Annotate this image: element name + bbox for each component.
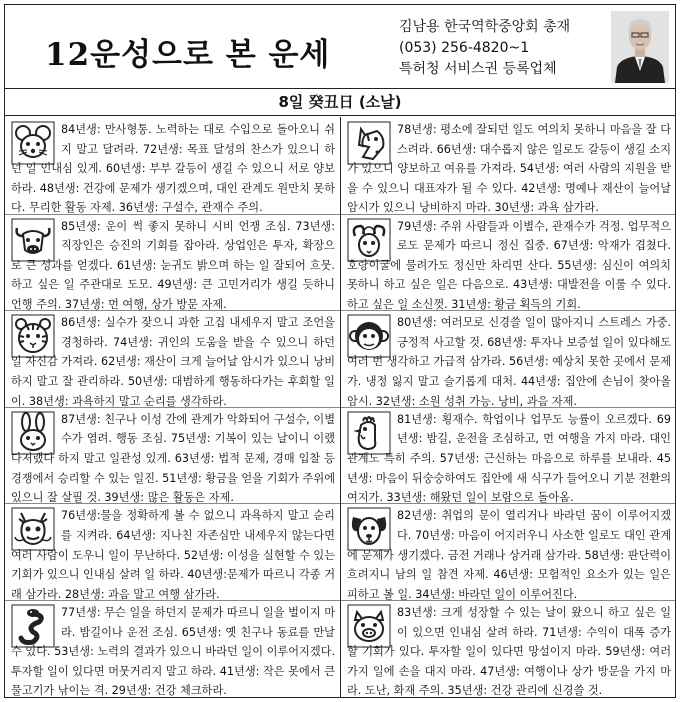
- header: [5, 5, 675, 89]
- author-line: 김남용 한국역학중앙회 총재: [399, 19, 571, 35]
- author-info: [399, 17, 611, 80]
- zodiac-cell-horse: [341, 117, 676, 214]
- fortune-text: 80년생: 여러모로 신경쓸 일이 많아지니 스트레스 가중. 긍정적 사고할 것. 68년생: 투자나 보증설 일이 있다해도 여러 번 생각하고 가급적 삼가라. 56년생: 예상치 못한 곳에서 문제가. 냉정 잃지 말고 슬기롭게 대처. 44년생: 집안에 손님이 찾아올 암시. 32년생: 소원 성취 가능. 낭비, 과음 자제.: [347, 316, 671, 407]
- zodiac-cell-monkey: [341, 310, 676, 407]
- fortune-text: 81년생: 횡재수. 학업이나 업무도 능률이 오르겠다. 69년생: 밤길, 운전을 조심하고, 먼 여행을 가지 마라. 대인 관계도 특히 주의. 57년생: 근신하는 마음으로 하루를 보내라. 45년생: 마음이 뒤숭숭하여도 집안에 새 식구가 들어오니 기분 전환의 여지가. 33년생: 해왔던 일이 보람으로 돌아옴.: [347, 412, 672, 504]
- phone-number: (053) 256-4820~1: [399, 40, 530, 56]
- fortune-text: 86년생: 실수가 잦으니 과한 고집 내세우지 말고 조언을 경청하라. 74년생: 귀인의 도움을 받을 수 있으니 하던 일 자신감 가져라. 62년생: 재산이 크게 늘어날 암시가 있으니 낭비하지 말고 잘 관리하라. 50년생: 대범하게 행동하다가는 후회할 일이. 38년생: 과욕하지 말고 순리를 생각하라.: [11, 316, 335, 407]
- fortune-text: 77년생: 무슨 일을 하던지 문제가 따르니 일을 벌이지 마라. 밤길이나 운전 조심. 65년생: 옛 친구나 동료를 만날 수 있다. 53년생: 노력의 결과가 있으니 바라던 일이 이루어지겠다. 투자할 일이 있다면 머뭇거리지 말고 하라. 41년생: 작은 못에서 큰 물고기가 낚이는 격. 29년생: 건강 체크하라.: [11, 606, 335, 697]
- zodiac-cell-ox: [5, 214, 340, 311]
- zodiac-cell-rooster: [341, 407, 676, 504]
- fortune-text: 78년생: 평소에 잘되던 일도 여의치 못하니 마음을 잘 다스려라. 66년생: 대수롭지 않은 일로도 갈등이 생길 소지가 있으니 양보하고 여유를 가져라. 54년생: 여러 사람의 지원을 받을 수 있으니 대표자가 될 수 있다. 42년생: 명예나 재산이 늘어날 암시가 있으니 낭비하지 마라. 30년생: 과욕 삼가라.: [347, 123, 671, 214]
- date-heading: 8일 癸丑日 (소날): [5, 89, 675, 116]
- zodiac-cell-tiger: [5, 310, 340, 407]
- zodiac-cell-sheep: [341, 214, 676, 311]
- fortune-text: 84년생: 만사형통. 노력하는 대로 수입으로 돌아오니 쉬지 말고 달려라. 72년생: 목표 달성의 찬스가 있으니 하던 일 인내심 있게. 60년생: 부부 갈등이 생길 수 있으니 서로 양보하라. 48년생: 건강에 문제가 생기겠으며, 대인 관계도 원만치 못하다. 무리한 활동 자제. 36년생: 구설수, 관재수 주의.: [11, 123, 335, 214]
- fortune-text: 82년생: 취업의 문이 열리거나 바라던 꿈이 이루어지겠다. 70년생: 마음이 어지러우니 사소한 일로도 대인 관계에 문제가 생기겠다. 금전 거래나 상거래 삼가라. 58년생: 판단력이 흐려지니 남의 일 참견 자제. 46년생: 모험적인 요소가 있는 일은 피하고 볼 일. 34년생: 바라던 일이 이루어진다.: [347, 509, 671, 600]
- fortune-text: 83년생: 크게 성장할 수 있는 날이 왔으니 하고 싶은 일이 있으면 인내심 살려 하라. 71년생: 수익이 대폭 증가할 기회가 있다. 투자할 일이 있다면 망설이지 마라. 59년생: 여러 가지 일에 손을 대지 마라. 47년생: 여행이나 상가 방문을 가지 마라. 도난, 화재 주의. 35년생: 건강 관리에 신경쓸 것.: [347, 606, 671, 697]
- fortune-text: 85년생: 운이 썩 좋지 못하니 시비 언쟁 조심. 73년생: 직장인은 승진의 기회를 잡아라. 상업인은 투자, 확장으로 큰 성과를 얻겠다. 61년생: 눈귀도 밝으며 하는 일 잘되어 흐뭇. 하고 싶은 일 주관대로 도모. 49년생: 큰 고민거리가 생길 듯하니 언행 주의. 37년생: 먼 여행, 상가 방문 자제.: [11, 219, 335, 311]
- fortune-text: 76년생:물을 정확하게 볼 수 없으니 과욕하지 말고 순리를 지켜라. 64년생: 지나친 자존심만 내세우지 않는다면 여러 사람이 도우니 일이 무난하다. 52년생: 이성을 실현할 수 있는 기회가 있으니 인내심 살려 일 하라. 40년생:문제가 따르니 각종 거래 삼가라. 28년생: 과음 말고 여행 삼가라.: [11, 509, 335, 600]
- fortune-text: 79년생: 주위 사람들과 이별수, 관재수가 걱정. 업무적으로도 문제가 따르니 정신 집중. 67년생: 악재가 겹쳤다. 호랑이굴에 물려가도 정신만 차리면 산다. 55년생: 심신이 여의치 못하니 하고 싶은 일은 다음으로. 43년생: 대발전을 이룰 수 있다. 하고 싶은 일 소신껏. 31년생: 황금 획득의 기회.: [347, 219, 671, 311]
- registration-note: 특허청 서비스권 등록업체: [399, 61, 557, 77]
- page-title: 12운성으로 본 운세: [45, 37, 331, 73]
- horoscope-page: [4, 4, 676, 698]
- zodiac-cell-dog: [341, 503, 676, 600]
- fortune-text: 87년생: 친구나 이성 간에 관계가 악화되어 구설수, 이별수가 염려. 행동 조심. 75년생: 기복이 있는 날이니 이랬다저랬다 하지 말고 일관성 있게. 63년생: 법적 문제, 경매 입찰 등 경쟁에서 승리할 수 있는 일진. 51년생: 황금을 얻을 기회가 주위에 있으니 잘 살필 것. 39년생: 많은 활동은 자제.: [11, 412, 335, 504]
- author-photo: [611, 11, 669, 83]
- zodiac-cell-snake: [5, 600, 340, 697]
- zodiac-cell-rat: [5, 117, 340, 214]
- zodiac-cell-rabbit: [5, 407, 340, 504]
- zodiac-cell-dragon: [5, 503, 340, 600]
- zodiac-cell-pig: [341, 600, 676, 697]
